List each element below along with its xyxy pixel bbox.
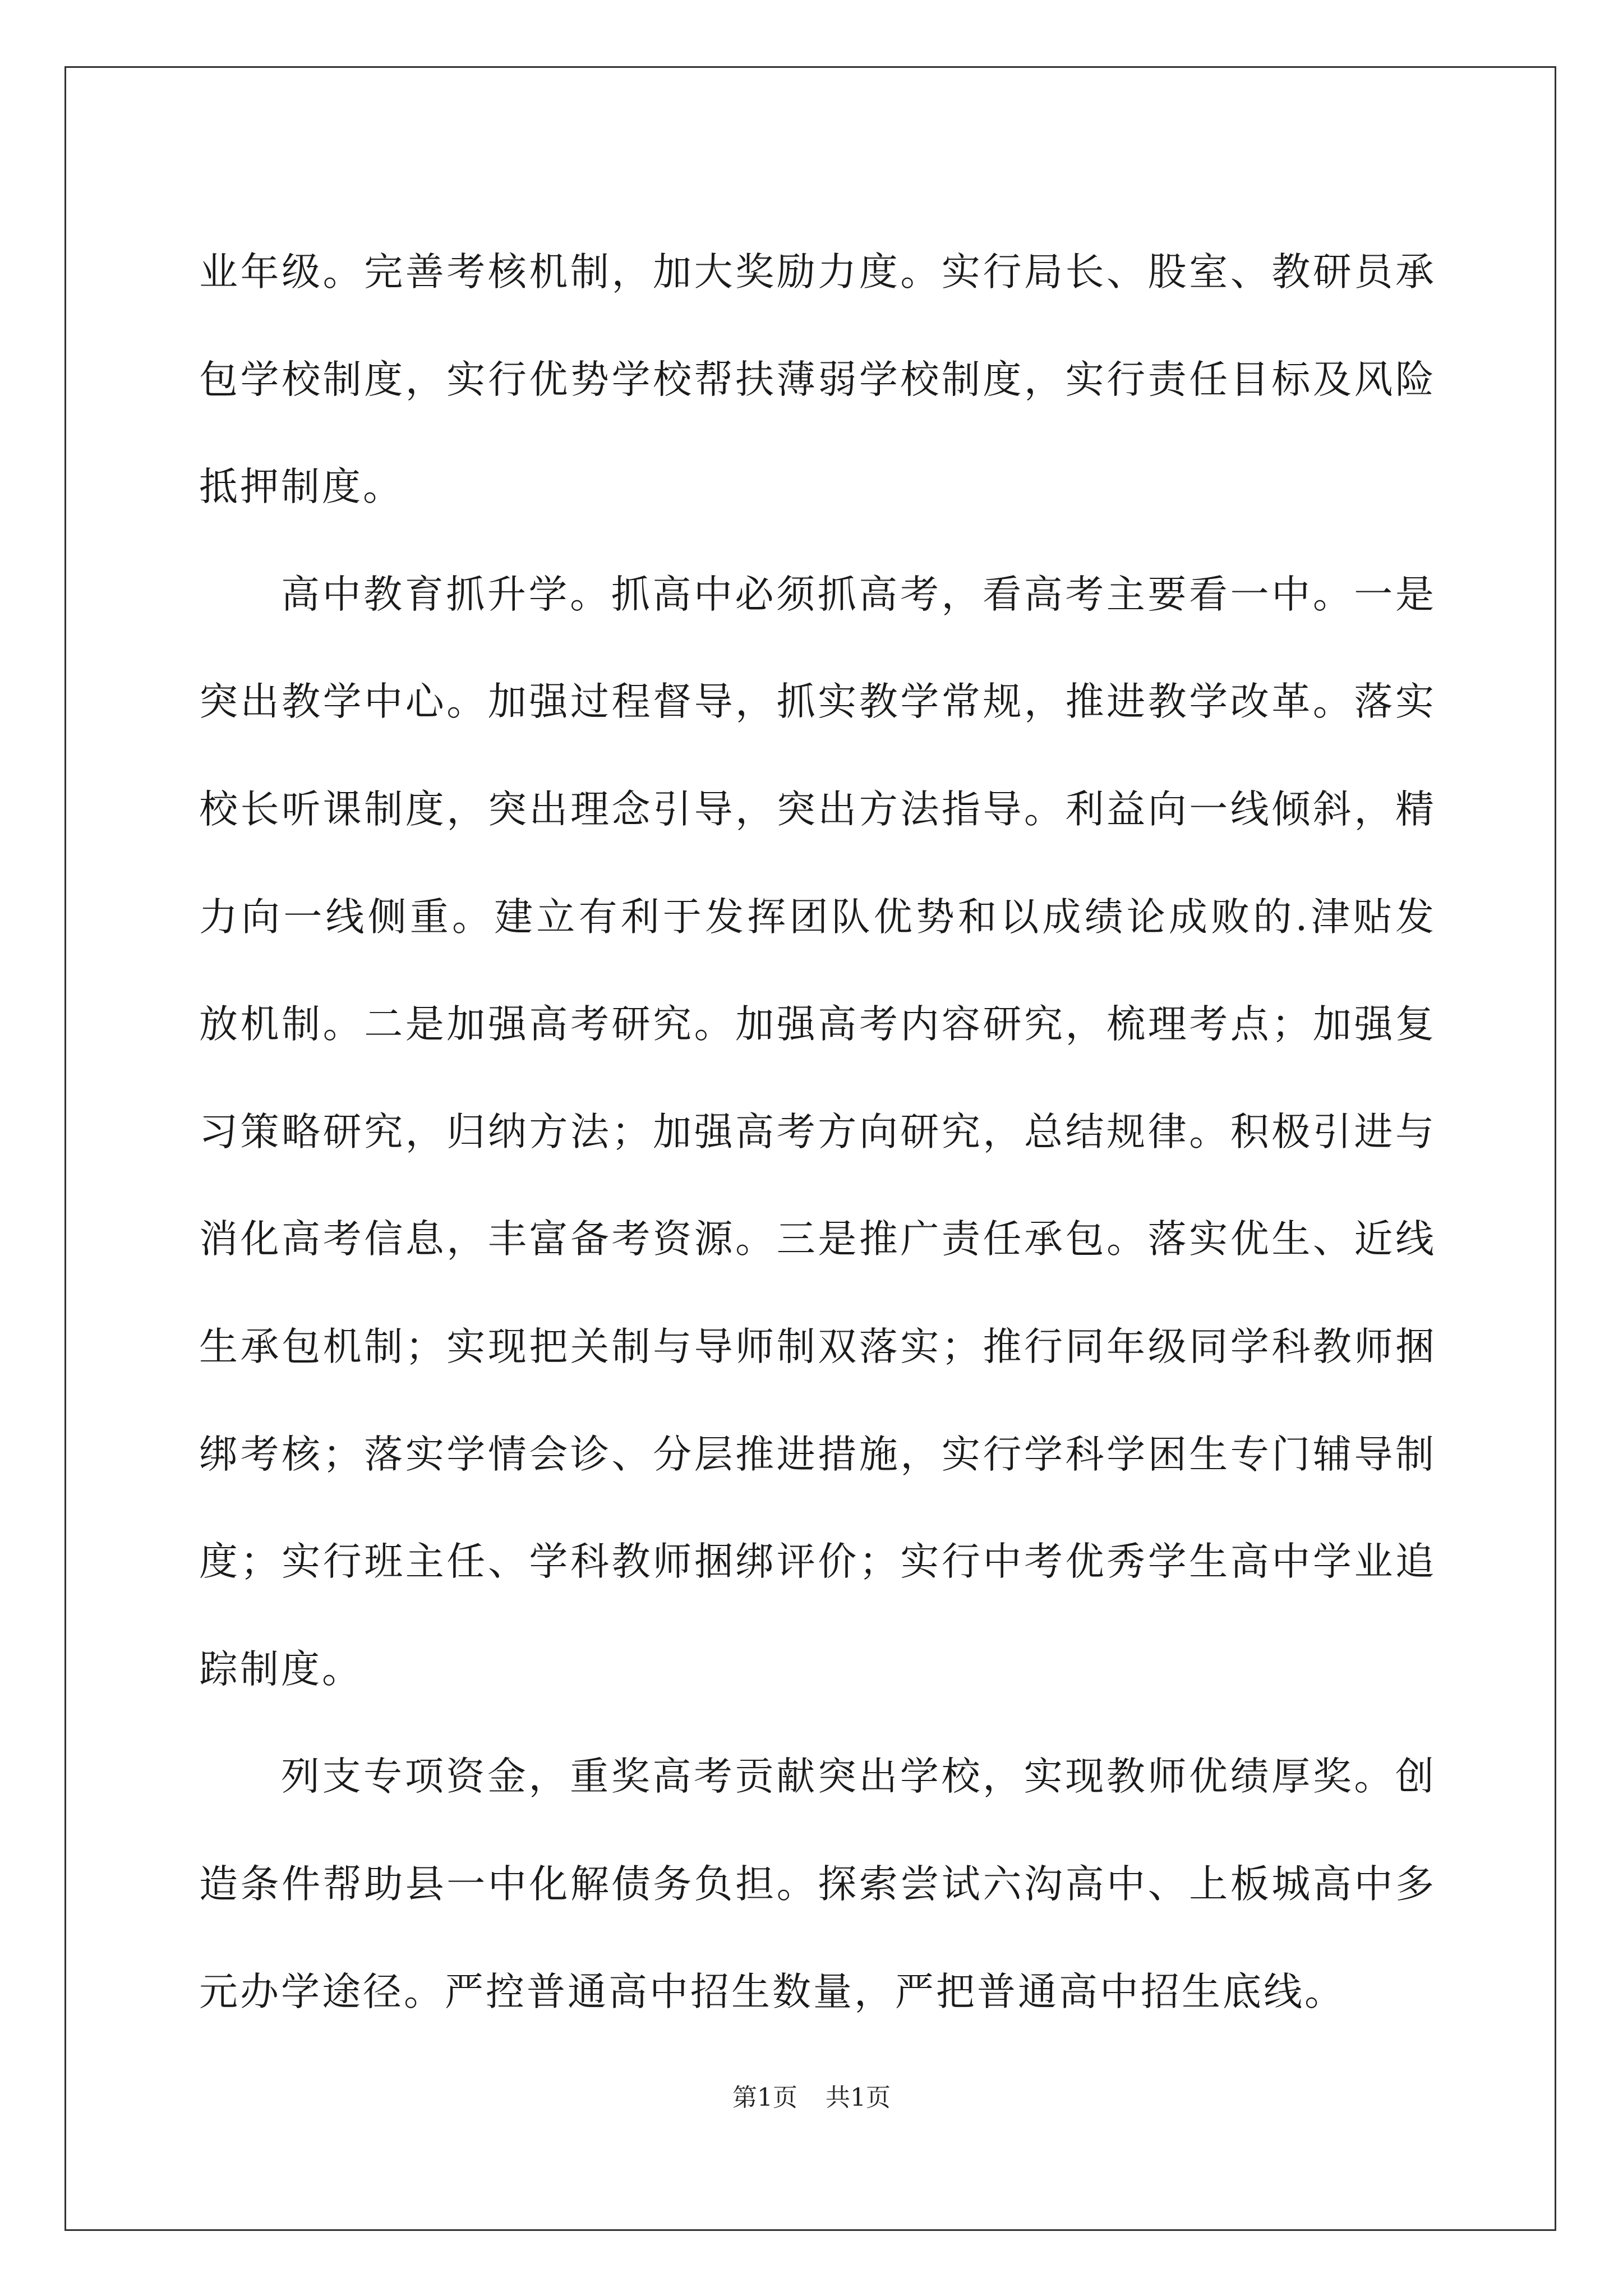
page-footer: [0, 2081, 1623, 2115]
page-number-total: 共1页: [826, 2083, 891, 2112]
paragraph-3: 列支专项资金，重奖高考贡献突出学校，实现教师优绩厚奖。创造条件帮助县一中化解债务负担。探索尝试六沟高中、上板城高中多元办学途径。严控普通高中招生数量，严把普通高中招生底线。: [199, 1754, 1436, 2014]
page-number-current: 第1页: [732, 2083, 797, 2112]
paragraph-2: 高中教育抓升学。抓高中必须抓高考，看高考主要看一中。一是突出教学中心。加强过程督导，抓实教学常规，推进教学改革。落实校长听课制度，突出理念引导，突出方法指导。利益向一线倾斜，精力向一线侧重。建立有利于发挥团队优势和以成绩论成败的.津贴发放机制。二是加强高考研究。加强高考内容研究，梳理考点；加强复习策略研究，归纳方法；加强高考方向研究，总结规律。积极引进与消化高考信息，丰富备考资源。三是推广责任承包。落实优生、近线生承包机制；实现把关制与导师制双落实；推行同年级同学科教师捆绑考核；落实学情会诊、分层推进措施，实行学科学困生专门辅导制度；实行班主任、学科教师捆绑评价；实行中考优秀学生高中学业追踪制度。: [199, 572, 1436, 1692]
paragraph-1: 业年级。完善考核机制，加大奖励力度。实行局长、股室、教研员承包学校制度，实行优势学校帮扶薄弱学校制度，实行责任目标及风险抵押制度。: [199, 250, 1436, 510]
document-body: [199, 219, 1436, 2046]
